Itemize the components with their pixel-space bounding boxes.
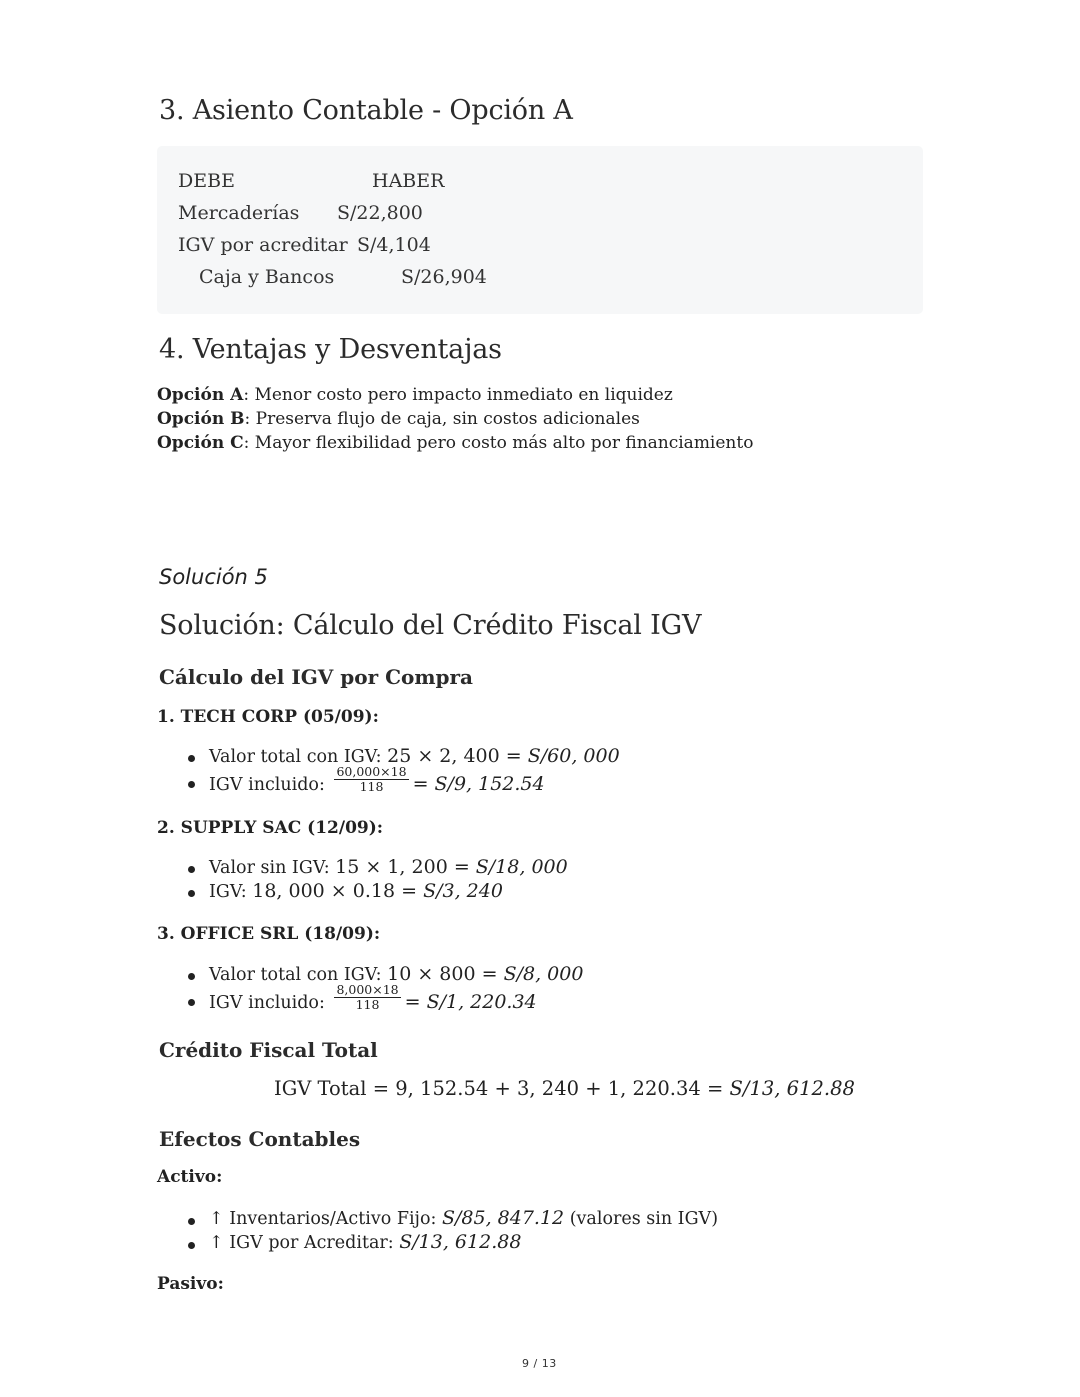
line-label: Valor sin IGV: [209,858,336,878]
bullet [188,866,195,873]
line-label: IGV: [209,882,253,902]
line-label: Valor total con IGV: [209,747,388,767]
math-result: S/9, 152.54 [434,773,545,795]
purchase-heading-tech-corp: 1. TECH CORP (05/09): [157,707,379,727]
activo-label: Activo: [157,1167,223,1187]
fraction-numerator: 60,000×18 [336,764,407,779]
formula-result: S/13, 612.88 [729,1077,855,1100]
opcion-b-text: : Preserva flujo de caja, sin costos adicionales [244,409,640,429]
subtitle-credito-fiscal: Crédito Fiscal Total [159,1038,378,1062]
bullet [188,890,195,897]
item-text: ↑ Inventarios/Activo Fijo: [209,1209,442,1229]
purchase-2-line-2 [209,880,503,902]
math-result: S/1, 220.34 [426,991,537,1013]
activo-item-igv [209,1231,521,1253]
bullet [188,999,195,1006]
equals-sign: = [404,991,427,1013]
ventaja-opcion-b [157,409,640,429]
fraction-denominator: 118 [359,779,384,794]
opcion-a-text: : Menor costo pero impacto inmediato en liquidez [243,385,673,405]
section-heading-ventajas: 4. Ventajas y Desventajas [159,334,502,365]
equals-sign: = [412,773,435,795]
math-result: S/8, 000 [503,963,584,985]
row-mercaderias-label: Mercaderías [178,202,300,224]
math-expression: 18, 000 × 0.18 = [252,880,424,902]
row-igv-value: S/4,104 [357,234,431,256]
formula-expression: IGV Total = 9, 152.54 + 3, 240 + 1, 220.34 = [274,1077,730,1100]
line-label: IGV incluido: [209,993,331,1013]
solution-title: Solución: Cálculo del Crédito Fiscal IGV [159,610,702,641]
subtitle-calculo-igv: Cálculo del IGV por Compra [159,665,474,689]
row-caja-value: S/26,904 [401,266,487,288]
credit-total-formula [274,1077,855,1100]
item-text: ↑ IGV por Acreditar: [209,1233,400,1253]
math-expression: 15 × 1, 200 = [335,856,476,878]
debe-label: DEBE [178,170,235,192]
ventaja-opcion-c [157,433,753,453]
math-result: S/60, 000 [527,745,620,767]
opcion-a-label: Opción A [157,385,244,405]
page-number: 9 / 13 [522,1357,557,1370]
fraction [334,765,408,794]
bullet [188,1242,195,1249]
opcion-c-text: : Mayor flexibilidad pero costo más alto por financiamiento [243,433,754,453]
opcion-b-label: Opción B [157,409,245,429]
code-block-asiento [157,146,923,314]
math-result: S/18, 000 [475,856,568,878]
purchase-heading-office-srl: 3. OFFICE SRL (18/09): [157,924,381,944]
item-amount: S/85, 847.12 [441,1207,565,1229]
purchase-3-line-2 [209,982,537,1014]
item-suffix: (valores sin IGV) [564,1209,719,1229]
math-result: S/3, 240 [423,880,503,902]
row-igv-label: IGV por acreditar [178,234,348,256]
fraction-denominator: 118 [355,997,380,1012]
math-expression: 25 × 2, 400 = [387,745,528,767]
fraction [334,983,400,1012]
ventaja-opcion-a [157,385,673,405]
bullet [188,755,195,762]
solution-label: Solución 5 [159,565,268,589]
row-mercaderias-value: S/22,800 [337,202,423,224]
bullet [188,973,195,980]
subtitle-efectos-contables: Efectos Contables [159,1127,361,1151]
bullet [188,781,195,788]
pasivo-label: Pasivo: [157,1274,224,1294]
row-caja-label: Caja y Bancos [199,266,335,288]
opcion-c-label: Opción C [157,433,244,453]
line-label: Valor total con IGV: [209,965,388,985]
line-label: IGV incluido: [209,775,331,795]
purchase-heading-supply-sac: 2. SUPPLY SAC (12/09): [157,818,384,838]
section-heading-asiento: 3. Asiento Contable - Opción A [159,95,573,126]
purchase-1-line-2 [209,764,545,796]
bullet [188,1218,195,1225]
fraction-numerator: 8,000×18 [336,982,399,997]
math-expression: 10 × 800 = [387,963,504,985]
item-amount: S/13, 612.88 [399,1231,522,1253]
purchase-1-line-1 [209,745,620,767]
purchase-2-line-1 [209,856,568,878]
activo-item-inventarios [209,1207,718,1229]
haber-label: HABER [372,170,445,192]
